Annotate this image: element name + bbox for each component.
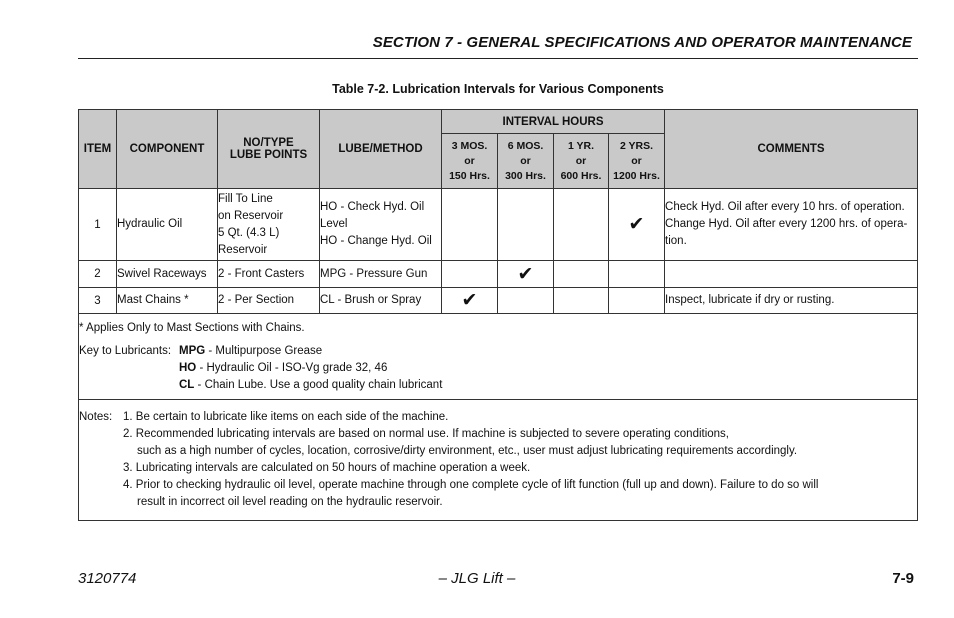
check-mark-icon: ✔ <box>498 261 554 288</box>
table-row <box>79 288 918 314</box>
row-lube-method: CL - Brush or Spray <box>320 288 442 314</box>
key-item: MPG - Multipurpose Grease <box>179 344 323 357</box>
table-row <box>79 261 918 288</box>
row-component: Swivel Raceways <box>117 261 218 288</box>
check-mark-icon: ✔ <box>442 288 498 314</box>
row-lube-points: 2 - Front Casters <box>218 261 320 288</box>
note-line: 3. Lubricating intervals are calculated on 50 hours of machine operation a week. <box>123 462 531 474</box>
row-lube-points: Fill To Line on Reservoir 5 Qt. (4.3 L) Reservoir <box>218 189 320 261</box>
footer-brand: – JLG Lift – <box>438 570 516 587</box>
doc-number: 3120774 <box>78 570 137 587</box>
row-item: 2 <box>79 261 117 288</box>
row-component: Mast Chains * <box>117 288 218 314</box>
note-line: 1. Be certain to lubricate like items on each side of the machine. <box>123 411 449 423</box>
key-item: HO - Hydraulic Oil - ISO-Vg grade 32, 46 <box>179 361 388 374</box>
header-lube-points-line2: LUBE POINTS <box>229 149 308 161</box>
notes-cell <box>79 400 918 521</box>
row-item: 3 <box>79 288 117 314</box>
header-lube-points-line1: NO/TYPE <box>243 137 294 149</box>
row-interval-6mos <box>498 189 554 261</box>
row-interval-1yr <box>554 261 609 288</box>
notes-label: Notes: <box>79 411 113 423</box>
check-mark-icon: ✔ <box>609 189 665 261</box>
table-caption: Table 7-2. Lubrication Intervals for Various Components <box>332 82 664 96</box>
lubricant-key <box>79 343 917 394</box>
row-lube-method: HO - Check Hyd. Oil Level HO - Change Hyd. Oil <box>320 189 442 261</box>
header-lube-points <box>218 110 320 189</box>
header-comments: COMMENTS <box>665 110 918 189</box>
header-interval-hours: INTERVAL HOURS <box>442 110 665 134</box>
header-item: ITEM <box>79 110 117 189</box>
row-lube-points: 2 - Per Section <box>218 288 320 314</box>
note-line: such as a high number of cycles, location, corrosive/dirty environment, etc., user must adjust lubricating requirements accordingly. <box>137 445 798 457</box>
section-title: SECTION 7 - GENERAL SPECIFICATIONS AND OPERATOR MAINTENANCE <box>372 34 912 51</box>
row-interval-1yr <box>554 189 609 261</box>
row-interval-6mos <box>498 288 554 314</box>
row-lube-method: MPG - Pressure Gun <box>320 261 442 288</box>
table-row <box>79 189 918 261</box>
header-interval-2yrs: 2 YRS. or 1200 Hrs. <box>609 134 665 189</box>
row-component: Hydraulic Oil <box>117 189 218 261</box>
header-interval-6mos: 6 MOS. or 300 Hrs. <box>498 134 554 189</box>
note-line: 4. Prior to checking hydraulic oil level, operate machine through one complete cycle of lift function (full up and down). Failure to do so will <box>123 479 819 491</box>
row-comments: Check Hyd. Oil after every 10 hrs. of operation. Change Hyd. Oil after every 1200 hrs. of opera- tion. <box>665 189 918 261</box>
row-interval-3mos <box>442 189 498 261</box>
row-interval-1yr <box>554 288 609 314</box>
notes <box>79 409 917 511</box>
row-interval-2yrs <box>609 288 665 314</box>
row-item: 1 <box>79 189 117 261</box>
lubrication-table <box>78 109 918 521</box>
row-interval-3mos <box>442 261 498 288</box>
note-line: result in incorrect oil level reading on the hydraulic reservoir. <box>137 496 443 508</box>
key-label: Key to Lubricants: <box>79 344 172 357</box>
row-comments <box>665 261 918 288</box>
header-lube-method: LUBE/METHOD <box>320 110 442 189</box>
header-interval-3mos: 3 MOS. or 150 Hrs. <box>442 134 498 189</box>
title-rule <box>78 58 918 59</box>
note-line: 2. Recommended lubricating intervals are based on normal use. If machine is subjected to severe operating conditions, <box>123 428 730 440</box>
footnote: * Applies Only to Mast Sections with Chains. <box>79 321 305 334</box>
page-number: 7-9 <box>892 570 914 587</box>
footnote-key-cell <box>79 314 918 400</box>
row-comments: Inspect, lubricate if dry or rusting. <box>665 288 918 314</box>
header-interval-1yr: 1 YR. or 600 Hrs. <box>554 134 609 189</box>
key-item: CL - Chain Lube. Use a good quality chain lubricant <box>179 378 443 391</box>
row-interval-2yrs <box>609 261 665 288</box>
header-component: COMPONENT <box>117 110 218 189</box>
